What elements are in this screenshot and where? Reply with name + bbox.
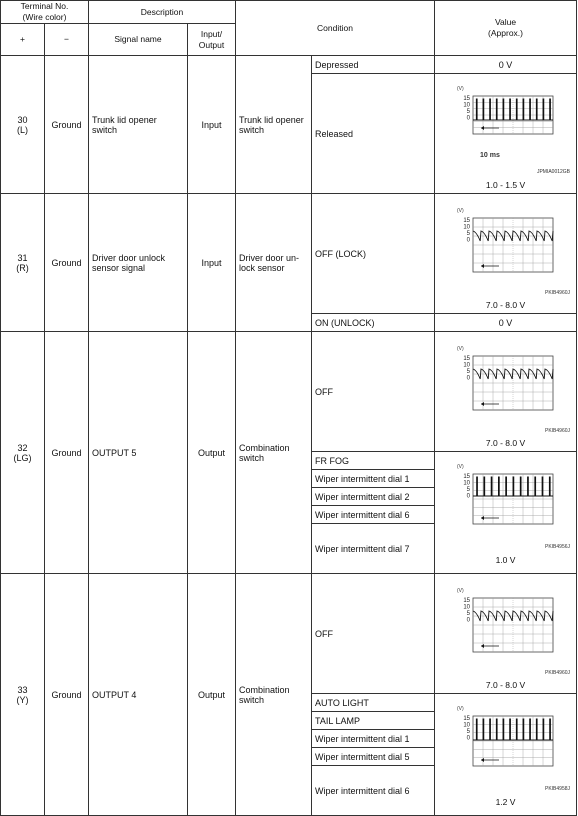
cond-32-wiper1: Wiper intermittent dial 1 xyxy=(312,470,435,488)
scope-time-arrowhead xyxy=(481,644,484,648)
scope-time-arrowhead xyxy=(481,126,484,130)
cond-33-wiper6: Wiper intermittent dial 6 xyxy=(312,766,435,816)
terminal-30: 30 (L) xyxy=(1,56,45,194)
signal-33: OUTPUT 4 xyxy=(89,574,188,816)
oscilloscope-31 xyxy=(455,210,555,286)
io-32: Output xyxy=(188,332,236,574)
terminal-32: 32 (LG) xyxy=(1,332,45,574)
minus-header: − xyxy=(45,24,89,56)
scope-tick-label: 15 xyxy=(463,356,471,362)
oscilloscope-32-a xyxy=(455,348,555,424)
ground-31: Ground xyxy=(45,194,89,332)
scope-tick-label: 10 xyxy=(463,480,471,487)
scope-tick-label: 10 xyxy=(463,102,471,109)
io-header: Input/ Output xyxy=(188,24,236,56)
value-33-wiper: 15 10 5 0 (V) PKIB4958J 1.2 V xyxy=(435,694,577,816)
cond-30-released: Released xyxy=(312,74,435,194)
scope-time-arrowhead xyxy=(481,516,484,520)
terminal-no-header: Terminal No. (Wire color) xyxy=(1,1,89,24)
value-32-off: 15 10 5 0 (V) PKIB4960J 7.0 - 8.0 V xyxy=(435,332,577,452)
scope-tick-label: 10 xyxy=(463,722,471,729)
signal-30: Trunk lid opener switch xyxy=(89,56,188,194)
item-31: Driver door un-lock sensor xyxy=(236,194,312,332)
cond-30-depressed: Depressed xyxy=(312,56,435,74)
scope-tick-label: 15 xyxy=(463,96,471,102)
item-30: Trunk lid opener switch xyxy=(236,56,312,194)
value-31-off: 15 10 5 0 (V) PKIB4960J 7.0 - 8.0 V xyxy=(435,194,577,314)
scope-tick-label: 0 xyxy=(466,493,471,500)
condition-header: Condition xyxy=(236,1,435,56)
oscilloscope-32-b xyxy=(455,466,555,538)
scope-time-arrowhead xyxy=(481,758,484,762)
cond-33-wiper1: Wiper intermittent dial 1 xyxy=(312,730,435,748)
cond-32-wiper6: Wiper intermittent dial 6 xyxy=(312,506,435,524)
cond-33-taillamp: TAIL LAMP xyxy=(312,712,435,730)
ground-32: Ground xyxy=(45,332,89,574)
oscilloscope-33-a xyxy=(455,590,555,666)
item-32: Combination switch xyxy=(236,332,312,574)
io-33: Output xyxy=(188,574,236,816)
scope-tick-label: 10 xyxy=(463,604,471,611)
cond-32-wiper7: Wiper intermittent dial 7 xyxy=(312,524,435,574)
scope-tick-label: 0 xyxy=(466,617,471,624)
value-30-depressed: 0 V xyxy=(435,56,577,74)
value-32-wiper: 15 10 5 0 (V) PKIB4956J 1.0 V xyxy=(435,452,577,574)
scope-tick-label: 15 xyxy=(463,716,471,722)
scope-tick-label: 0 xyxy=(466,237,471,244)
io-30: Input xyxy=(188,56,236,194)
io-31: Input xyxy=(188,194,236,332)
scope-waveform xyxy=(473,477,553,496)
ground-30: Ground xyxy=(45,56,89,194)
plus-header: + xyxy=(1,24,45,56)
cond-31-on: ON (UNLOCK) xyxy=(312,314,435,332)
value-31-on: 0 V xyxy=(435,314,577,332)
scope-tick-label: 0 xyxy=(466,375,471,382)
item-33: Combination switch xyxy=(236,574,312,816)
scope-tick-label: 5 xyxy=(466,231,471,237)
ground-33: Ground xyxy=(45,574,89,816)
scope-tick-label: 5 xyxy=(466,369,471,375)
signal-name-header: Signal name xyxy=(89,24,188,56)
signal-32: OUTPUT 5 xyxy=(89,332,188,574)
scope-time-arrowhead xyxy=(481,402,484,406)
oscilloscope-30 xyxy=(455,88,555,148)
scope-tick-label: 5 xyxy=(466,729,471,735)
scope-tick-label: 0 xyxy=(466,115,471,122)
cond-33-wiper5: Wiper intermittent dial 5 xyxy=(312,748,435,766)
cond-32-frfog: FR FOG xyxy=(312,452,435,470)
cond-33-autolight: AUTO LIGHT xyxy=(312,694,435,712)
scope-tick-label: 10 xyxy=(463,362,471,369)
cond-32-off: OFF xyxy=(312,332,435,452)
value-header: Value (Approx.) xyxy=(435,1,577,56)
oscilloscope-33-b xyxy=(455,708,555,780)
terminal-31: 31 (R) xyxy=(1,194,45,332)
scope-tick-label: 0 xyxy=(466,735,471,742)
scope-tick-label: 15 xyxy=(463,474,471,480)
cond-33-off: OFF xyxy=(312,574,435,694)
value-30-released: 15 10 5 0 (V) JPMIA0012GB 10 ms 1.0 - 1.5 V xyxy=(435,74,577,194)
cond-32-wiper2: Wiper intermittent dial 2 xyxy=(312,488,435,506)
value-33-off: 15 10 5 0 (V) PKIB4960J 7.0 - 8.0 V xyxy=(435,574,577,694)
description-header: Description xyxy=(89,1,236,24)
terminal-33: 33 (Y) xyxy=(1,574,45,816)
scope-tick-label: 5 xyxy=(466,487,471,493)
signal-31: Driver door unlock sensor signal xyxy=(89,194,188,332)
scope-tick-label: 5 xyxy=(466,611,471,617)
scope-tick-label: 10 xyxy=(463,224,471,231)
scope-tick-label: 15 xyxy=(463,598,471,604)
cond-31-off: OFF (LOCK) xyxy=(312,194,435,314)
scope-time-arrowhead xyxy=(481,264,484,268)
scope-tick-label: 5 xyxy=(466,109,471,115)
scope-tick-label: 15 xyxy=(463,218,471,224)
